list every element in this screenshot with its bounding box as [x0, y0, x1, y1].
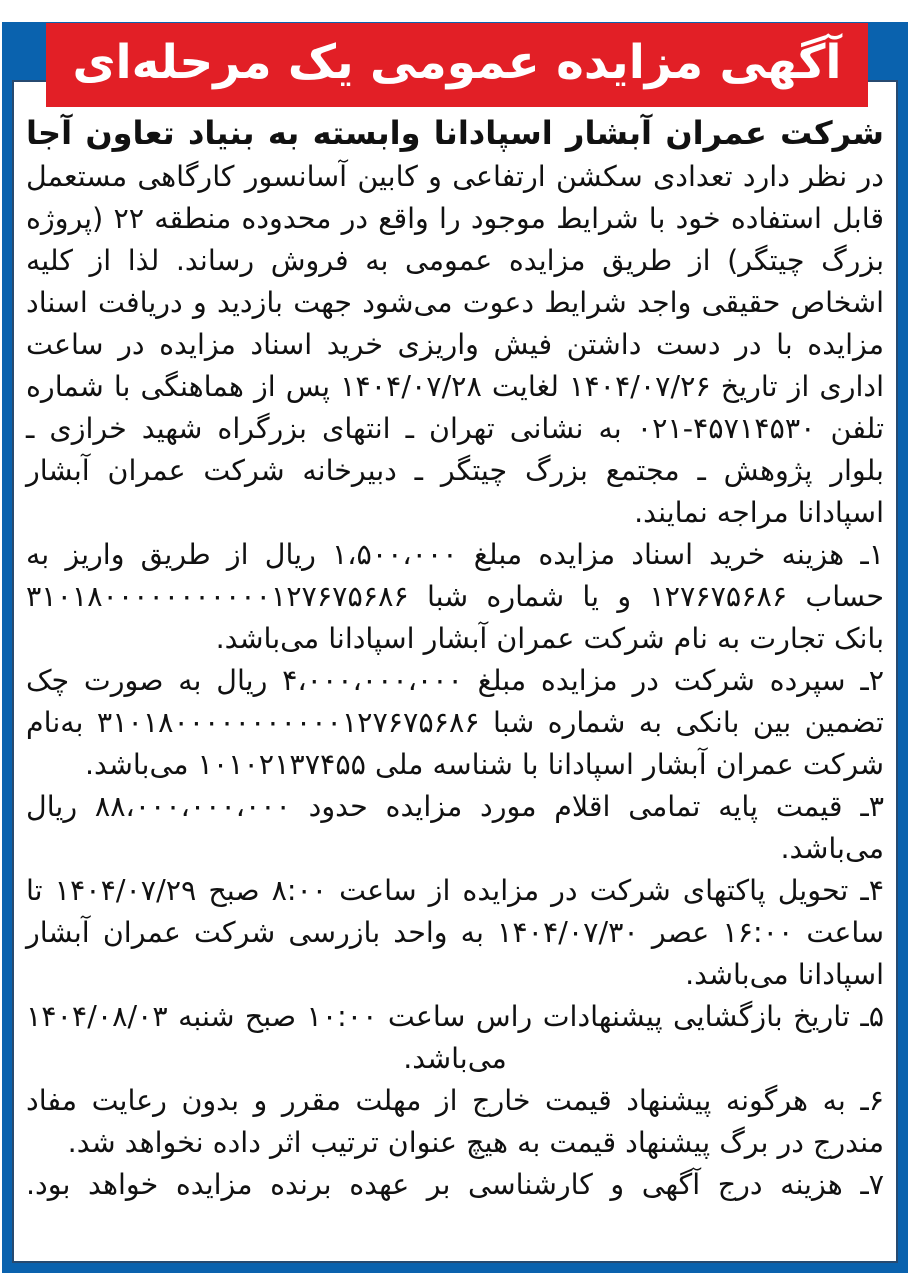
clause-3-number: ۳ـ: [860, 790, 884, 823]
company-name: شرکت عمران آبشار اسپادانا وابسته به بنیاد تعاون آجا: [26, 114, 884, 152]
clause-7: [26, 1164, 884, 1206]
clause-2-number: ۲ـ: [860, 664, 884, 697]
clause-6-text: به هرگونه پیشنهاد قیمت خارج از مهلت مقرر و بدون رعایت مفاد مندرج در برگ پیشنهاد قیمت به هیچ عنوان ترتیب اثر داده نخواهد شد.: [26, 1084, 884, 1159]
intro-text: در نظر دارد تعدادی سکشن ارتفاعی و کابین آسانسور کارگاهی مستعمل قابل استفاده خود با شرایط موجود را واقع در محدوده منطقه ۲۲ (پروژه بزرگ چیتگر) از طریق مزایده عمومی به فروش رساند. لذا از کلیه اشخاص حقیقی واجد شرایط دعوت می‌شود جهت بازدید و دریافت اسناد مزایده با در دست داشتن فیش واریزی خرید اسناد مزایده در ساعت اداری از تاریخ ۱۴۰۴/۰۷/۲۶ لغایت ۱۴۰۴/۰۷/۲۸ پس از هماهنگی با شماره تلفن ۴۵۷۱۴۵۳۰-۰۲۱ به نشانی تهران ـ انتهای بزرگراه شهید خرازی ـ بلوار پژوهش ـ مجتمع بزرگ چیتگر ـ دبیرخانه شرکت عمران آبشار اسپادانا مراجه نمایند.: [26, 160, 885, 529]
clause-5-text: تاریخ بازگشایی پیشنهادات راس ساعت ۱۰:۰۰ صبح شنبه ۱۴۰۴/۰۸/۰۳ می‌باشد.: [26, 1000, 850, 1075]
clause-4-number: ۴ـ: [860, 874, 884, 907]
ad-body: [26, 112, 884, 1206]
clause-2-text: سپرده شرکت در مزایده مبلغ ۴،۰۰۰،۰۰۰،۰۰۰ ریال به صورت چک تضمین بین بانکی به شماره شبا ۳۱۰۱۸۰۰۰۰۰۰۰۰۰۰۰۱۲۷۶۷۵۶۸۶ به‌نام شرکت عمران آبشار اسپادانا با شناسه ملی ۱۰۱۰۲۱۳۷۴۵۵ می‌باشد.: [26, 664, 884, 781]
clause-7-number: ۷ـ: [860, 1168, 885, 1201]
clause-2: [26, 660, 884, 786]
clause-7-text: هزینه درج آگهی و کارشناسی بر عهده برنده مزایده خواهد بود.: [26, 1168, 843, 1201]
intro-paragraph: [26, 112, 884, 534]
clause-6-number: ۶ـ: [860, 1084, 884, 1117]
clause-6: [26, 1080, 884, 1164]
clause-3-text: قیمت پایه تمامی اقلام مورد مزایده حدود ۸۸،۰۰۰،۰۰۰،۰۰۰ ریال می‌باشد.: [26, 790, 884, 865]
clause-4-text: تحویل پاکتهای شرکت در مزایده از ساعت ۸:۰۰ صبح ۱۴۰۴/۰۷/۲۹ تا ساعت ۱۶:۰۰ عصر ۱۴۰۴/۰۷/۳۰ به واحد بازرسی شرکت عمران آبشار اسپادانا می‌باشد.: [26, 874, 884, 991]
clause-3: [26, 786, 884, 870]
title-banner: [46, 23, 868, 107]
clause-5-number: ۵ـ: [860, 1000, 884, 1033]
ad-title: آگهی مزایده عمومی یک مرحله‌ای: [72, 34, 842, 90]
clause-1-text: هزینه خرید اسناد مزایده مبلغ ۱،۵۰۰،۰۰۰ ریال از طریق واریز به حساب ۱۲۷۶۷۵۶۸۶ و یا شماره شبا ۳۱۰۱۸۰۰۰۰۰۰۰۰۰۰۰۱۲۷۶۷۵۶۸۶ بانک تجارت به نام شرکت عمران آبشار اسپادانا می‌باشد.: [26, 538, 884, 655]
clause-1-number: ۱ـ: [860, 538, 884, 571]
clause-4: [26, 870, 884, 996]
clause-1: [26, 534, 884, 660]
clause-5: [26, 996, 884, 1080]
